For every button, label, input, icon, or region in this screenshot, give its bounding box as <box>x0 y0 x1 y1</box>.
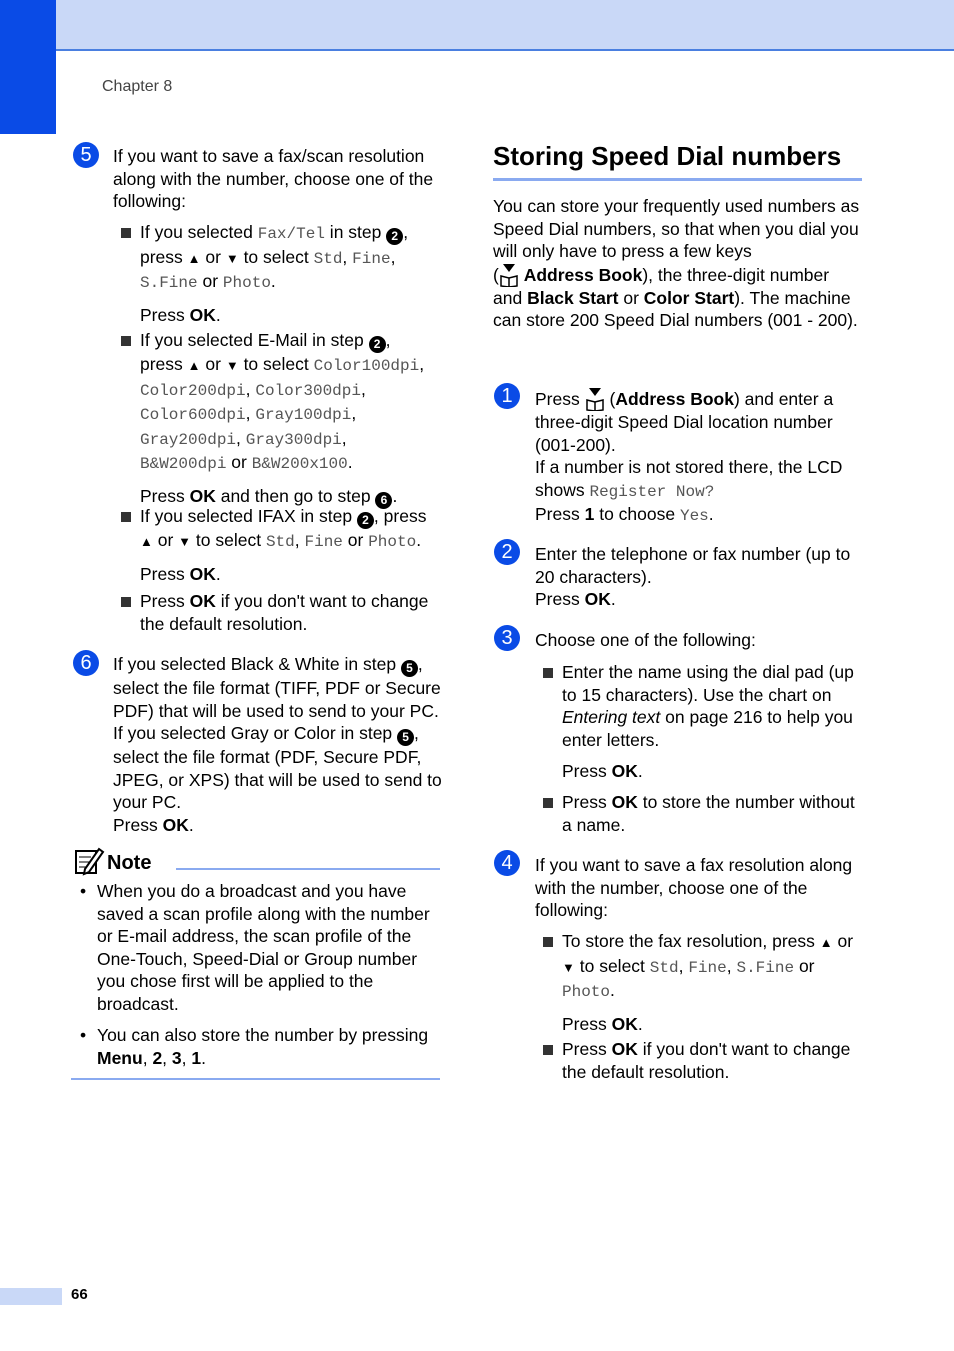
chapter-label: Chapter 8 <box>102 78 173 95</box>
step-5-intro: If you want to save a fax/scan resolution along with the number, choose one of the following: <box>113 146 434 211</box>
step-3-bullet-1: Enter the name using the dial pad (up to 15 characters). Use the chart on Entering text on page 216 to help you enter letters. Press OK. <box>543 661 861 783</box>
note-title: Note <box>107 852 152 874</box>
step-badge-6: 6 <box>73 650 99 676</box>
step-badge-5: 5 <box>73 142 99 168</box>
step-2-text: Enter the telephone or fax number (up to 20 characters). Press OK. <box>535 544 851 609</box>
step-4-bullet-2: Press OK if you don't want to change the default resolution. <box>543 1038 861 1083</box>
note-bullet-2: • You can also store the number by pressing Menu, 2, 3, 1. <box>80 1025 429 1068</box>
bullet-square <box>121 512 131 522</box>
bullet-square <box>543 668 553 678</box>
step-ref-2: 2 <box>369 336 386 353</box>
page-number-bar <box>0 1288 62 1305</box>
step-badge-1: 1 <box>494 383 520 409</box>
section-intro: You can store your frequently used numbers as Speed Dial numbers, so that when you dial you will only have to press a few keys ( Address Book), the three-digit number and Black Start or Color Start). The machine can store 200 Speed Dial numbers (001 - 200). <box>493 196 860 330</box>
step-ref-2: 2 <box>386 228 403 245</box>
step-5-bullet-3: If you selected IFAX in step 2 , press ▲ or ▼ to select Std, Fine or Photo. Press OK. <box>121 505 441 585</box>
step-5-bullet-1: If you selected Fax/Tel in step 2 , press ▲ or ▼ to select Std, Fine, S.Fine or Photo. Press OK. <box>121 221 439 326</box>
step-3-text: Choose one of the following: <box>535 630 756 650</box>
bullet-square <box>121 336 131 346</box>
note-divider-top <box>176 868 440 870</box>
up-arrow-icon: ▲ <box>187 250 201 266</box>
step-badge-3: 3 <box>494 625 520 651</box>
step-ref-5: 5 <box>397 729 414 746</box>
step-5-bullet-4: Press OK if you don't want to change the default resolution. <box>121 590 441 635</box>
address-book-icon <box>585 387 605 411</box>
note-bullet-1: • When you do a broadcast and you have saved a scan profile along with the number or E-mail address, the scan profile of the One-Touch, Speed-Dial or Group number you chose first will be applied to the broadcast. <box>80 881 430 1014</box>
down-arrow-icon: ▼ <box>225 250 239 266</box>
down-arrow-icon: ▼ <box>562 959 575 975</box>
down-arrow-icon: ▼ <box>178 534 192 549</box>
bullet-square <box>543 937 553 947</box>
up-arrow-icon: ▲ <box>187 358 201 373</box>
page-number: 66 <box>71 1286 88 1303</box>
down-arrow-icon: ▼ <box>225 358 239 373</box>
up-arrow-icon: ▲ <box>140 534 153 549</box>
up-arrow-icon: ▲ <box>819 935 833 950</box>
step-ref-2: 2 <box>357 512 374 529</box>
step-4-text: If you want to save a fax resolution along with the number, choose one of the following: <box>535 855 853 920</box>
address-book-icon <box>499 263 519 287</box>
step-4-bullet-1: To store the fax resolution, press ▲ or ▼ to select Std, Fine, S.Fine or Photo. Press OK. <box>543 930 861 1035</box>
step-ref-5: 5 <box>401 660 418 677</box>
note-divider-bottom <box>71 1078 440 1080</box>
step-3-bullet-2: Press OK to store the number without a name. <box>543 791 861 836</box>
step-badge-4: 4 <box>494 850 520 876</box>
bullet-square <box>121 228 131 238</box>
bullet-square <box>121 597 131 607</box>
step-5-bullet-2: If you selected E-Mail in step 2 , press ▲ or ▼ to select Color100dpi, Color200dpi, Color300dpi, Color600dpi, Gray100dpi, Gray200dpi, Gray300dpi, B&W200dpi or B&W200x100. Press OK and then go to step 6 . <box>121 329 441 509</box>
heading-underline <box>493 178 862 181</box>
header-band <box>0 0 954 51</box>
step-6-text: If you selected Black & White in step 5 , select the file format (TIFF, PDF or Secure PDF) that will be used to send to your PC. If you selected Gray or Color in step 5 , select the file format (PDF, Secure PDF, JPEG, or XPS) that will be used to send to your PC. Press OK. <box>113 654 442 835</box>
step-1-text: Press (Address Book) and enter a three-digit Speed Dial location number (001-200). If a number is not stored there, the LCD shows Register Now? Press 1 to choose Yes. <box>535 389 843 525</box>
note-pencil-icon <box>73 845 105 877</box>
bullet-square <box>543 798 553 808</box>
section-heading: Storing Speed Dial numbers <box>493 141 842 171</box>
step-ref-6: 6 <box>375 492 392 509</box>
chapter-tab <box>0 0 56 134</box>
bullet-square <box>543 1045 553 1055</box>
step-badge-2: 2 <box>494 539 520 565</box>
